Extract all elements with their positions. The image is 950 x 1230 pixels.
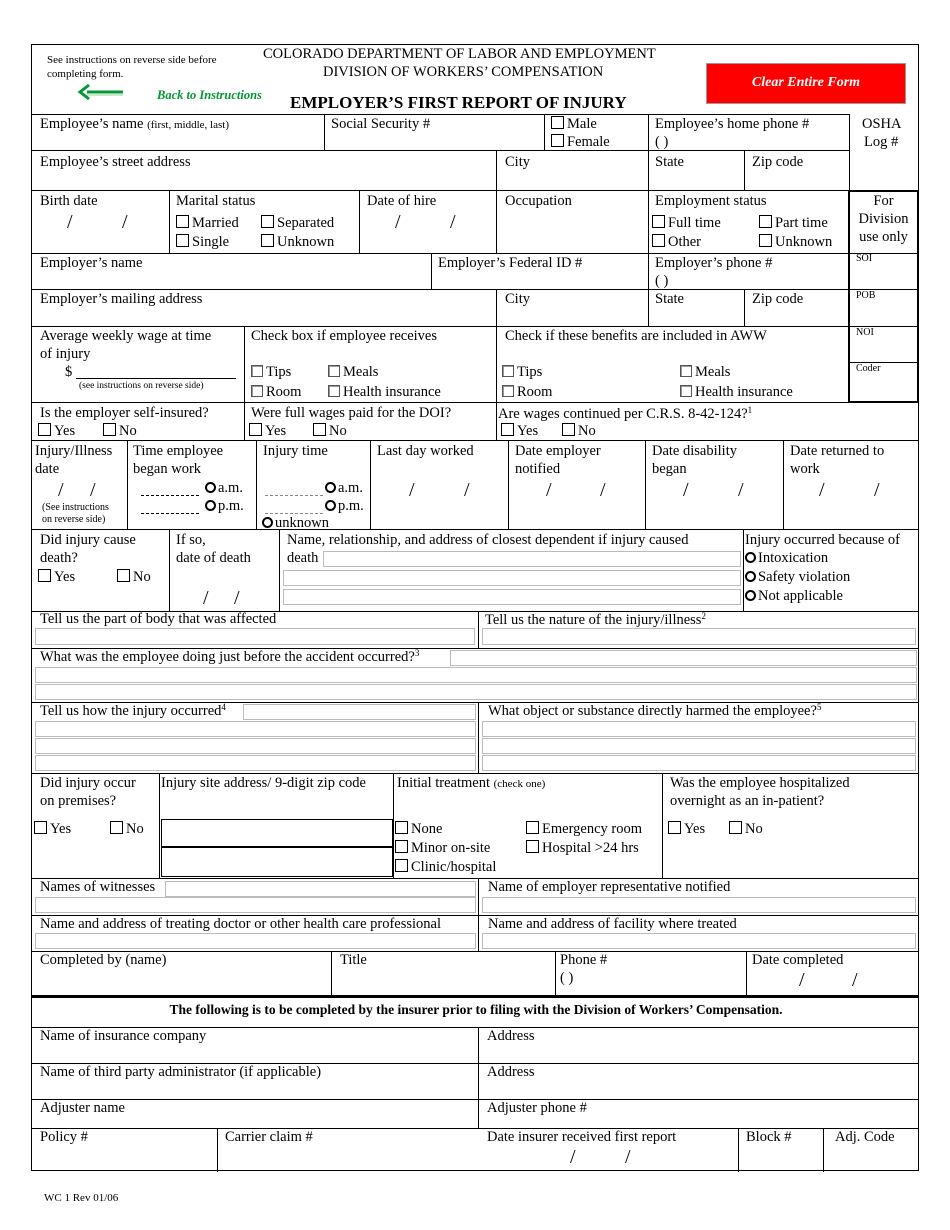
death-slash-1: /	[203, 587, 209, 609]
see-instructions-note: See instructions on reverse side before	[47, 54, 217, 66]
injury-date-note: (See instructions	[42, 502, 109, 513]
completed-by-label: Completed by (name)	[40, 952, 167, 968]
witnesses-field-1[interactable]	[165, 881, 476, 897]
returned-slash-2: /	[874, 479, 880, 501]
how-field-1[interactable]	[243, 704, 476, 720]
department-name: COLORADO DEPARTMENT OF LABOR AND EMPLOYMENT	[263, 46, 656, 62]
death-no-checkbox[interactable]	[117, 569, 130, 582]
date-received-label: Date insurer received first report	[487, 1129, 677, 1145]
injury-unknown-label: unknown	[275, 515, 329, 531]
single-checkbox[interactable]	[176, 234, 189, 247]
status-unknown-checkbox[interactable]	[759, 234, 772, 247]
not-applicable-radio[interactable]	[745, 590, 756, 601]
receives-room-checkbox[interactable]	[251, 385, 263, 397]
last-day-slash-2: /	[464, 479, 470, 501]
weekly-wage-field[interactable]	[76, 363, 236, 379]
injury-time-field[interactable]	[265, 485, 323, 496]
weekly-wage-label: Average weekly wage at time	[40, 328, 212, 344]
carrier-claim-label: Carrier claim #	[225, 1129, 313, 1145]
female-label: Female	[567, 134, 610, 150]
clinic-hospital-checkbox[interactable]	[395, 859, 408, 872]
began-pm-radio[interactable]	[205, 500, 216, 511]
footnote-4: 4	[221, 702, 226, 712]
hospitalized-yes-label: Yes	[684, 821, 706, 837]
injury-slash-2: /	[90, 479, 96, 501]
death-label: Did injury cause	[40, 532, 136, 548]
how-field-2[interactable]	[35, 721, 476, 737]
full-wages-yes-checkbox[interactable]	[249, 423, 262, 436]
mailing-zip-label: Zip code	[752, 291, 804, 307]
hospitalized-yes-checkbox[interactable]	[668, 821, 681, 834]
full-time-checkbox[interactable]	[652, 215, 665, 228]
zip-label: Zip code	[752, 154, 804, 170]
dependent-field-3[interactable]	[283, 589, 741, 605]
wages-continued-label: Are wages continued per C.R.S. 8-42-124?	[498, 406, 748, 422]
nature-field[interactable]	[482, 628, 916, 645]
death-yes-checkbox[interactable]	[38, 569, 51, 582]
premises-no-checkbox[interactable]	[110, 821, 123, 834]
birth-date-label: Birth date	[40, 193, 98, 209]
premises-yes-label: Yes	[50, 821, 72, 837]
injury-date-note-2: on reverse side)	[42, 514, 106, 525]
object-field-3[interactable]	[482, 755, 916, 771]
object-field-2[interactable]	[482, 738, 916, 754]
began-am-radio[interactable]	[205, 482, 216, 493]
home-phone-label: Employee’s home phone #	[655, 116, 810, 132]
minor-onsite-label: Minor on-site	[411, 840, 491, 856]
doctor-label: Name and address of treating doctor or other health care professional	[40, 916, 442, 932]
adj-code-label: Adj. Code	[835, 1129, 895, 1145]
birth-slash-1: /	[67, 211, 73, 233]
disability-label: Date disability	[652, 443, 737, 459]
married-checkbox[interactable]	[176, 215, 189, 228]
receives-health-checkbox[interactable]	[328, 385, 340, 397]
block-label: Block #	[746, 1129, 792, 1145]
injury-date-label: Injury/Illness	[35, 443, 113, 459]
completed-slash-2: /	[852, 969, 858, 991]
separated-checkbox[interactable]	[261, 215, 274, 228]
time-began-label-2: began work	[133, 461, 202, 477]
employer-rep-field[interactable]	[482, 897, 916, 913]
injury-slash-1: /	[58, 479, 64, 501]
premises-yes-checkbox[interactable]	[34, 821, 47, 834]
nature-label: Tell us the nature of the injury/illness	[485, 612, 702, 628]
dependent-field-1[interactable]	[323, 551, 741, 567]
receives-health-label: Health insurance	[343, 384, 441, 400]
weekly-wage-label-2: of injury	[40, 346, 91, 362]
marital-unknown-label: Unknown	[277, 234, 335, 250]
injury-pm-label: p.m.	[338, 498, 364, 514]
time-began-label: Time employee	[133, 443, 224, 459]
hire-slash-1: /	[395, 211, 401, 233]
none-label: None	[411, 821, 443, 837]
birth-slash-2: /	[122, 211, 128, 233]
body-part-label: Tell us the part of body that was affected	[40, 611, 277, 627]
pob-label: POB	[856, 290, 876, 301]
injury-date-label-2: date	[35, 461, 60, 477]
insurance-company-label: Name of insurance company	[40, 1028, 207, 1044]
street-address-label: Employee’s street address	[40, 154, 191, 170]
how-field-3[interactable]	[35, 738, 476, 754]
marital-status-label: Marital status	[176, 193, 256, 209]
home-phone-paren[interactable]: ( )	[655, 134, 669, 150]
female-checkbox[interactable]	[551, 134, 564, 147]
adjuster-name-label: Adjuster name	[40, 1100, 125, 1116]
doing-field-1[interactable]	[450, 650, 917, 666]
adjuster-phone-label: Adjuster phone #	[487, 1100, 587, 1116]
wage-instructions-note: (see instructions on reverse side)	[79, 381, 204, 391]
death-no-label: No	[133, 569, 151, 585]
dependent-label-2: death	[287, 550, 319, 566]
division-label-1: For	[873, 193, 894, 209]
hospitalized-label: Was the employee hospitalized	[670, 775, 850, 791]
not-applicable-label: Not applicable	[758, 588, 843, 604]
self-insured-yes-checkbox[interactable]	[38, 423, 51, 436]
date-notified-label: Date employer	[515, 443, 601, 459]
self-insured-no-checkbox[interactable]	[103, 423, 116, 436]
aww-tips-checkbox[interactable]	[502, 365, 514, 377]
see-instructions-note-2: completing form.	[47, 68, 124, 80]
receives-meals-checkbox[interactable]	[328, 365, 340, 377]
last-day-label: Last day worked	[377, 443, 474, 459]
aww-meals-checkbox[interactable]	[680, 365, 692, 377]
clear-form-label: Clear Entire Form	[751, 75, 861, 90]
employer-phone-paren[interactable]: ( )	[655, 273, 669, 289]
footnote-3: 3	[414, 648, 420, 658]
date-of-death-label: date of death	[176, 550, 251, 566]
ssn-label: Social Security #	[331, 116, 431, 132]
self-insured-no-label: No	[119, 423, 137, 439]
full-wages-no-label: No	[329, 423, 347, 439]
premises-label-2: on premises?	[40, 793, 117, 809]
city-label: City	[505, 154, 530, 170]
full-wages-no-checkbox[interactable]	[313, 423, 326, 436]
began-pm-label: p.m.	[218, 498, 244, 514]
date-completed-label: Date completed	[752, 952, 844, 968]
facility-label: Name and address of facility where treated	[488, 916, 737, 932]
check-one-note: (check one)	[493, 778, 546, 790]
emergency-room-checkbox[interactable]	[526, 821, 539, 834]
occurred-because-label: Injury occurred because of	[745, 532, 900, 548]
other-checkbox[interactable]	[652, 234, 665, 247]
soi-label: SOI	[856, 253, 873, 264]
noi-label: NOI	[856, 327, 874, 338]
male-checkbox[interactable]	[551, 116, 564, 129]
aww-room-label: Room	[517, 384, 553, 400]
continued-no-label: No	[578, 423, 596, 439]
witnesses-field-2[interactable]	[35, 897, 476, 913]
aww-room-checkbox[interactable]	[502, 385, 514, 397]
dependent-label: Name, relationship, and address of closest dependent if injury caused	[287, 532, 689, 548]
receives-tips-label: Tips	[266, 364, 292, 380]
form-id: WC 1 Rev 01/06	[44, 1192, 119, 1204]
receives-tips-checkbox[interactable]	[251, 365, 263, 377]
safety-violation-radio[interactable]	[745, 571, 756, 582]
date-notified-label-2: notified	[515, 461, 561, 477]
injury-time-label: Injury time	[263, 443, 328, 459]
death-label-2: death?	[40, 550, 78, 566]
dependent-field-2[interactable]	[283, 570, 741, 586]
clinic-hospital-label: Clinic/hospital	[411, 859, 497, 875]
federal-id-label: Employer’s Federal ID #	[438, 255, 583, 271]
minor-onsite-checkbox[interactable]	[395, 840, 408, 853]
osha-log-label: Log #	[864, 134, 899, 150]
returned-label: Date returned to	[790, 443, 885, 459]
employer-phone-label: Employer’s phone #	[655, 255, 773, 271]
doing-label: What was the employee doing just before the accident occurred?	[40, 649, 415, 665]
receives-meals-label: Meals	[343, 364, 379, 380]
footnote-2: 2	[701, 611, 706, 621]
time-began-field[interactable]	[141, 485, 199, 496]
time-began-field-2[interactable]	[141, 503, 199, 514]
completed-slash-1: /	[799, 969, 805, 991]
injury-am-radio[interactable]	[325, 482, 336, 493]
hire-slash-2: /	[450, 211, 456, 233]
employment-status-label: Employment status	[655, 193, 767, 209]
occupation-label: Occupation	[505, 193, 572, 209]
injury-pm-radio[interactable]	[325, 500, 336, 511]
how-field-4[interactable]	[35, 755, 476, 771]
marital-unknown-checkbox[interactable]	[261, 234, 274, 247]
emergency-room-label: Emergency room	[542, 821, 642, 837]
injury-time-field-2[interactable]	[265, 503, 323, 514]
title-label: Title	[340, 952, 367, 968]
aww-meals-label: Meals	[695, 364, 731, 380]
tpa-address-label: Address	[487, 1064, 535, 1080]
receives-room-label: Room	[266, 384, 302, 400]
male-label: Male	[567, 116, 597, 132]
none-checkbox[interactable]	[395, 821, 408, 834]
aww-health-checkbox[interactable]	[680, 385, 692, 397]
disability-slash-1: /	[683, 479, 689, 501]
returned-slash-1: /	[819, 479, 825, 501]
mailing-city-label: City	[505, 291, 530, 307]
notified-slash-2: /	[600, 479, 606, 501]
witnesses-label: Names of witnesses	[40, 879, 156, 895]
full-wages-label: Were full wages paid for the DOI?	[251, 405, 452, 421]
completed-phone-label: Phone #	[560, 952, 608, 968]
employer-rep-label: Name of employer representative notified	[488, 879, 731, 895]
intoxication-label: Intoxication	[758, 550, 829, 566]
death-yes-label: Yes	[54, 569, 76, 585]
coder-label: Coder	[856, 363, 881, 374]
doctor-field[interactable]	[35, 933, 476, 949]
dollar-sign: $	[65, 364, 73, 380]
notified-slash-1: /	[546, 479, 552, 501]
continued-yes-label: Yes	[517, 423, 539, 439]
aww-health-label: Health insurance	[695, 384, 793, 400]
doing-field-2[interactable]	[35, 667, 917, 683]
receives-label: Check box if employee receives	[251, 328, 438, 344]
status-unknown-label: Unknown	[775, 234, 833, 250]
if-so-label: If so,	[176, 532, 206, 548]
premises-no-label: No	[126, 821, 144, 837]
employee-name-note: (first, middle, last)	[147, 119, 229, 131]
returned-label-2: work	[790, 461, 820, 477]
object-label: What object or substance directly harmed the employee?	[488, 703, 817, 719]
self-insured-yes-label: Yes	[54, 423, 76, 439]
division-label-2: Division	[858, 211, 909, 227]
hospital-24-label: Hospital >24 hrs	[542, 840, 639, 856]
last-day-slash-1: /	[409, 479, 415, 501]
death-slash-2: /	[234, 587, 240, 609]
continued-no-checkbox[interactable]	[562, 423, 575, 436]
received-slash-2: /	[625, 1146, 631, 1168]
footnote-5: 5	[816, 702, 822, 712]
insurer-banner: The following is to be completed by the insurer prior to filing with the Division of Workers’ Compensation.	[169, 1002, 783, 1017]
continued-yes-checkbox[interactable]	[501, 423, 514, 436]
injury-am-label: a.m.	[338, 480, 363, 496]
tpa-label: Name of third party administrator (if applicable)	[40, 1064, 322, 1080]
married-label: Married	[192, 215, 239, 231]
began-am-label: a.m.	[218, 480, 243, 496]
received-slash-1: /	[570, 1146, 576, 1168]
how-occurred-label: Tell us how the injury occurred	[40, 703, 222, 719]
body-part-field[interactable]	[35, 628, 475, 645]
form-title: EMPLOYER’S FIRST REPORT OF INJURY	[290, 93, 627, 112]
treatment-label: Initial treatment	[397, 775, 491, 791]
mailing-address-label: Employer’s mailing address	[40, 291, 203, 307]
back-to-instructions-link[interactable]: Back to Instructions	[157, 88, 262, 102]
date-of-hire-label: Date of hire	[367, 193, 437, 209]
separated-label: Separated	[277, 215, 335, 231]
other-label: Other	[668, 234, 702, 250]
employer-name-label: Employer’s name	[40, 255, 143, 271]
hospitalized-no-checkbox[interactable]	[729, 821, 742, 834]
aww-label: Check if these benefits are included in AWW	[505, 328, 767, 344]
part-time-checkbox[interactable]	[759, 215, 772, 228]
employee-name-label: Employee’s name	[40, 116, 144, 132]
part-time-label: Part time	[775, 215, 828, 231]
division-label-3: use only	[859, 229, 908, 245]
object-field-1[interactable]	[482, 721, 916, 737]
single-label: Single	[192, 234, 230, 250]
hospitalized-label-2: overnight as an in-patient?	[670, 793, 825, 809]
osha-label: OSHA	[862, 116, 902, 132]
footnote-1: 1	[747, 405, 753, 415]
policy-label: Policy #	[40, 1129, 88, 1145]
aww-tips-label: Tips	[517, 364, 543, 380]
injury-site-field-2[interactable]	[161, 847, 393, 877]
safety-violation-label: Safety violation	[758, 569, 851, 585]
doing-field-3[interactable]	[35, 684, 917, 700]
hospitalized-no-label: No	[745, 821, 763, 837]
mailing-state-label: State	[655, 291, 684, 307]
full-wages-yes-label: Yes	[265, 423, 287, 439]
back-arrow-icon[interactable]	[77, 83, 125, 106]
intoxication-radio[interactable]	[745, 552, 756, 563]
full-time-label: Full time	[668, 215, 721, 231]
form	[31, 44, 919, 1171]
state-label: State	[655, 154, 684, 170]
facility-field[interactable]	[482, 933, 916, 949]
premises-label: Did injury occur	[40, 775, 136, 791]
self-insured-label: Is the employer self-insured?	[40, 405, 209, 421]
insurer-address-label: Address	[487, 1028, 535, 1044]
injury-site-field-1[interactable]	[161, 819, 393, 847]
injury-site-label: Injury site address/ 9-digit zip code	[161, 775, 366, 791]
disability-label-2: began	[652, 461, 687, 477]
completed-phone-paren[interactable]: ( )	[560, 970, 574, 986]
hospital-24-checkbox[interactable]	[526, 840, 539, 853]
division-name: DIVISION OF WORKERS’ COMPENSATION	[323, 64, 604, 80]
injury-unknown-radio[interactable]	[262, 517, 273, 528]
disability-slash-2: /	[738, 479, 744, 501]
